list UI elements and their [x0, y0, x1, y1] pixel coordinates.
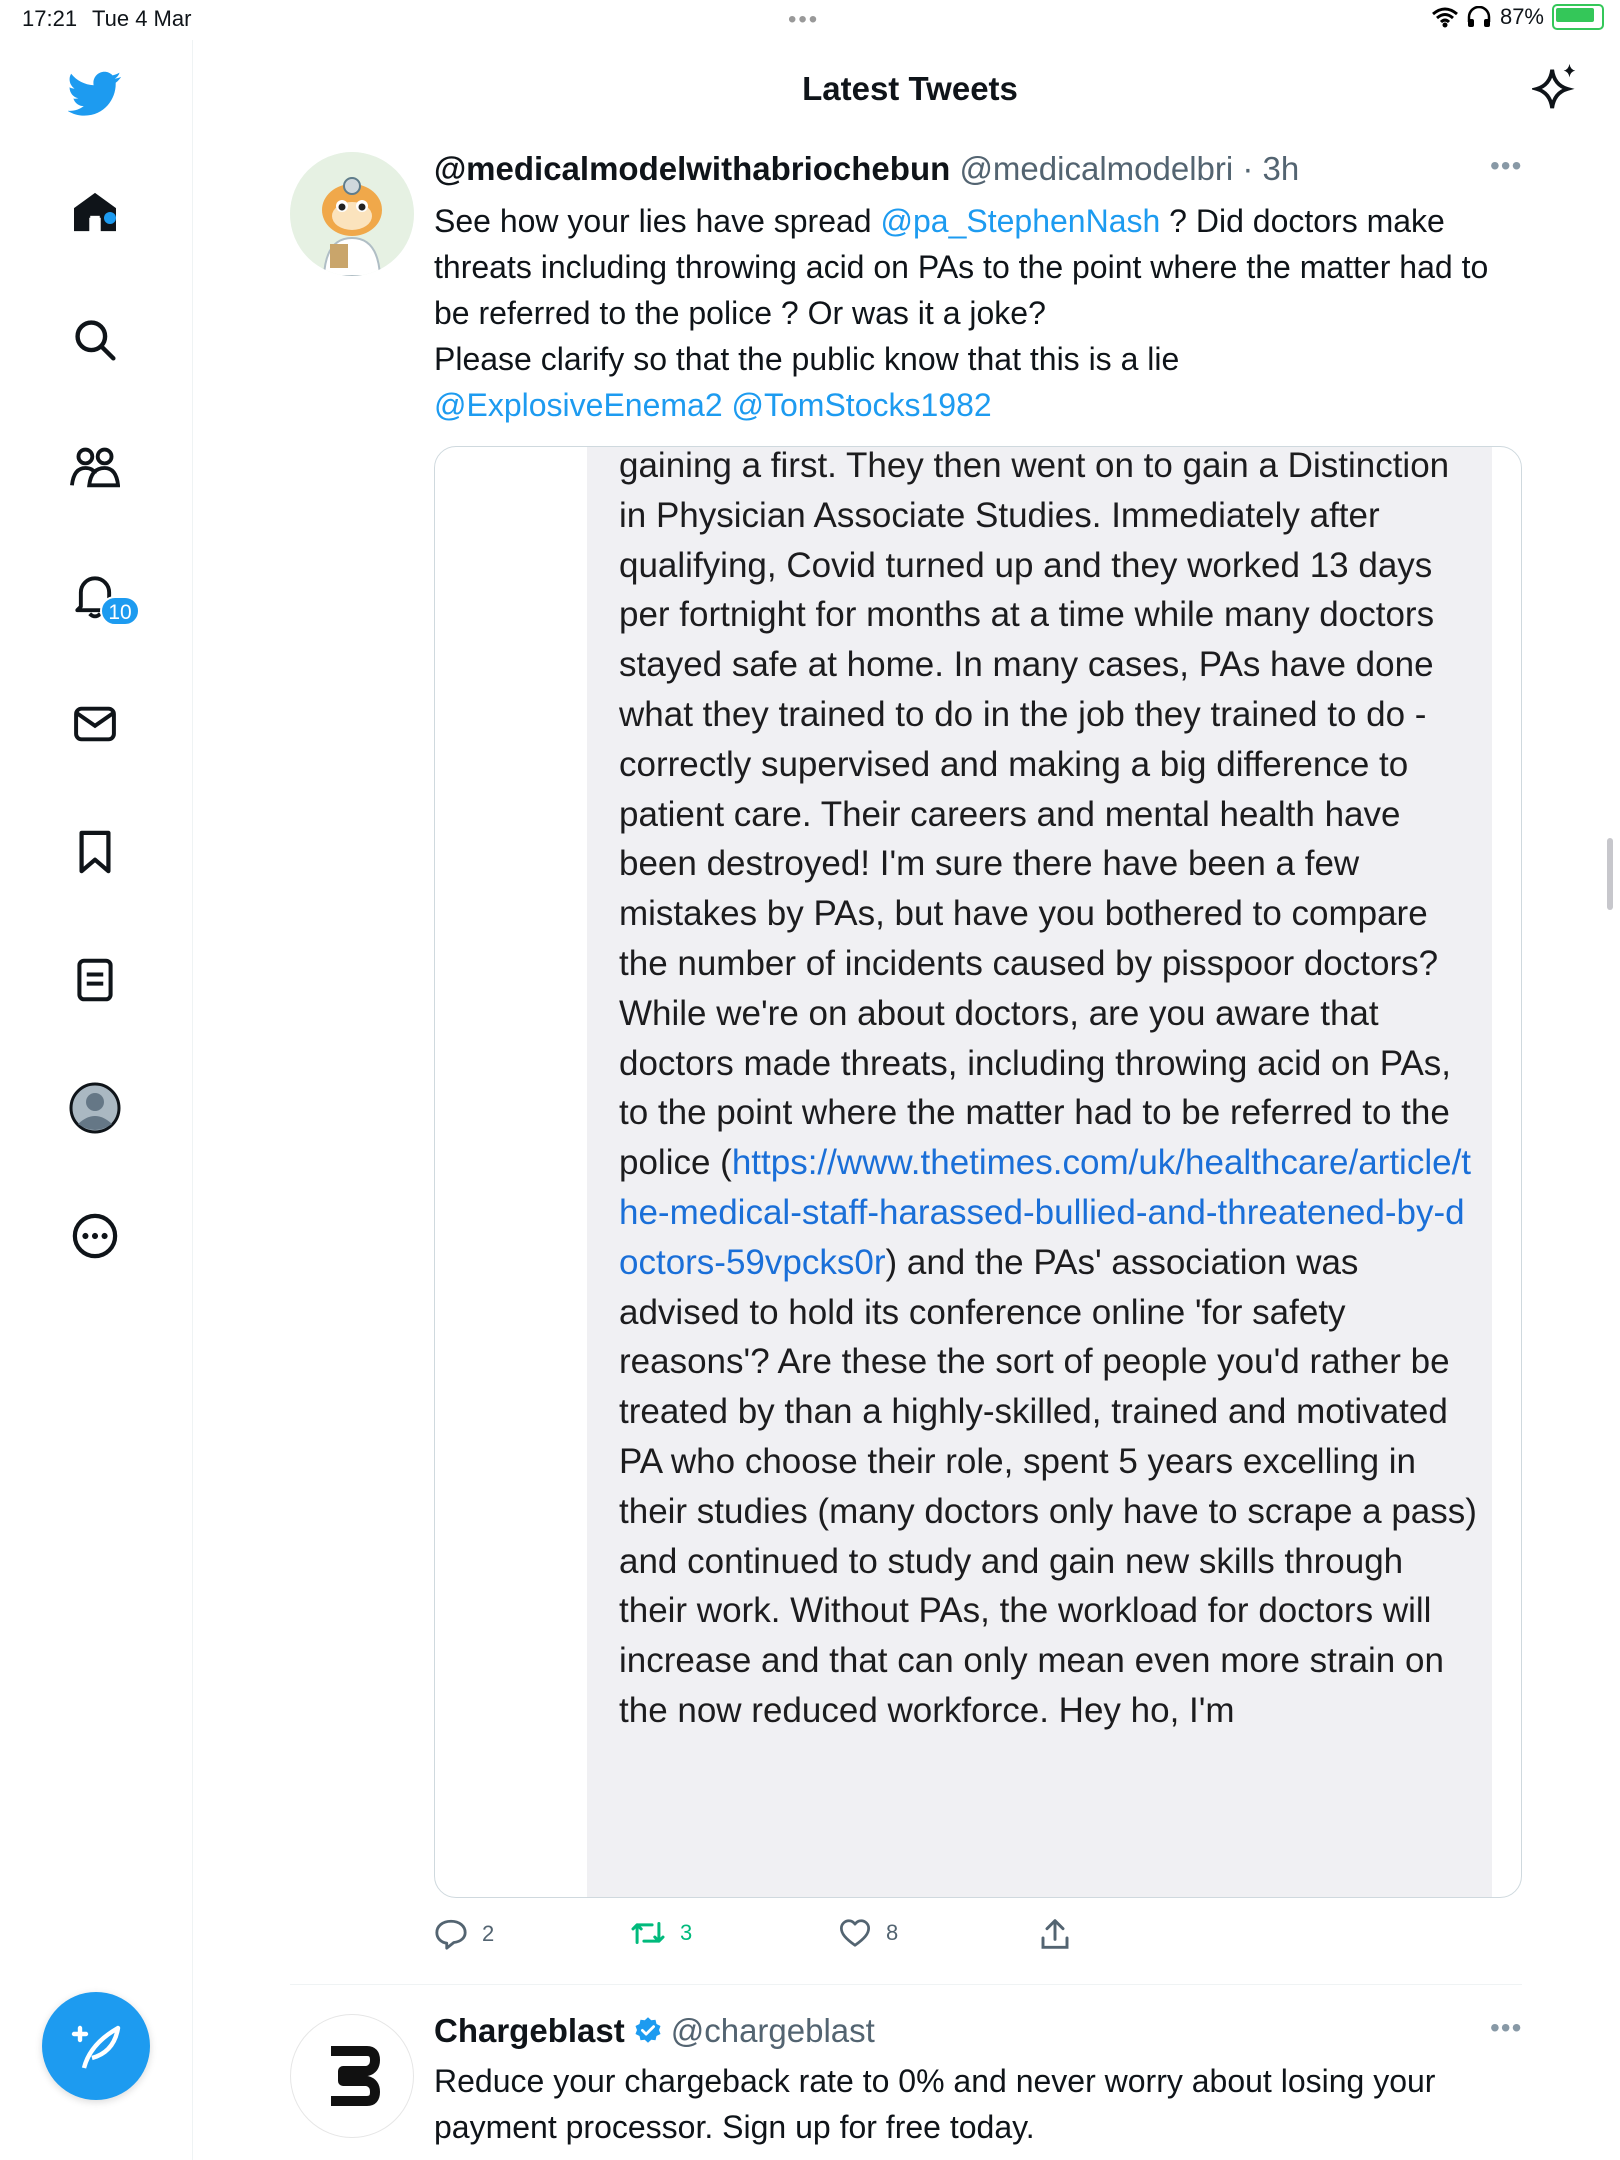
screenshot-link-text: https://www.thetimes.com/uk/healthcare/article/the-medical-staff-harassed-bullied-and-threatened-by-doctors-59vpcks0r — [619, 1143, 1472, 1282]
mention-link[interactable]: @TomStocks1982 — [731, 387, 992, 423]
tweet-author-handle[interactable]: @medicalmodelbri — [959, 150, 1234, 187]
status-bar — [0, 0, 1620, 40]
profile-avatar-icon[interactable] — [63, 1076, 127, 1140]
screenshot-text: gaining a first. They then went on to gain a Distinction in Physician Associate Studies. Immediately after qualifying, Covid turned up and they worked 13 days per fortnight for months at a time while many doctors stayed safe at home. In many cases, PAs have done what they trained to do in the job they trained to do - correctly supervised and making a big difference to patient care. Their careers and mental health have been destroyed! I'm sure there have been a few mistakes by PAs, but have you bothered to compare the number of incidents caused by pisspoor doctors? While we're on about doctors, are you aware that doctors made threats, including throwing acid on PAs, to the point where the matter had to be referred to the police (https://www.thetimes.com/uk/healthcare/article/the-medical-staff-harassed-bullied-and-threatened-by-doctors-59vpcks0r) and the PAs' association was advised to hold its conference online 'for safety reasons'? Are these the sort of people you'd rather be treated by than a highly-skilled, trained and motivated PA who choose their role, spent 5 years excelling in their studies (many doctors only have to scrape a pass) and continued to study and gain new skills through their work. Without PAs, the workload for doctors will increase and that can only mean even more strain on the now reduced workforce. Hey ho, I'm — [619, 446, 1477, 1730]
tweet-author-name[interactable]: @medicalmodelwithabriochebun — [434, 150, 951, 187]
retweet-count: 3 — [680, 1920, 693, 1945]
tweet-header — [434, 2012, 875, 2050]
twitter-logo-icon[interactable] — [63, 62, 127, 126]
verified-badge-icon — [633, 2016, 663, 2046]
home-icon[interactable] — [63, 180, 127, 244]
status-date: Tue 4 Mar — [92, 6, 192, 31]
search-icon[interactable] — [63, 308, 127, 372]
battery-percent: 87% — [1499, 4, 1544, 29]
compose-feather-icon — [70, 2020, 122, 2072]
tweet-text: Reduce your chargeback rate to 0% and never worry about losing your payment processor. Sign up for free today. — [434, 2063, 1436, 2145]
lists-icon[interactable] — [63, 948, 127, 1012]
heart-icon — [838, 1918, 872, 1948]
tweet-more-icon[interactable]: ••• — [1490, 150, 1523, 181]
scrollbar[interactable] — [1607, 838, 1613, 910]
status-indicators — [1432, 4, 1604, 30]
chargeblast-avatar[interactable] — [290, 2014, 414, 2138]
retweet-button[interactable] — [630, 1918, 692, 1948]
tweet-author-handle[interactable]: @chargeblast — [670, 2012, 875, 2049]
reply-button[interactable] — [434, 1918, 494, 1950]
more-options-icon[interactable] — [63, 1204, 127, 1268]
mention-link[interactable]: @pa_StephenNash — [880, 203, 1161, 239]
like-count: 8 — [886, 1920, 899, 1945]
home-unread-dot — [104, 212, 116, 224]
notifications-badge: 10 — [100, 596, 140, 626]
wifi-icon — [1432, 6, 1458, 28]
tweet-media-image[interactable] — [434, 446, 1522, 1898]
share-button[interactable] — [1040, 1918, 1070, 1950]
tweet-author-name[interactable]: Chargeblast — [434, 2012, 625, 2049]
communities-icon[interactable] — [63, 436, 127, 500]
reply-icon — [434, 1918, 468, 1950]
sidebar — [0, 40, 193, 2160]
tweet-text: See how your lies have spread @pa_StephenNash ? Did doctors make threats including throwing acid on PAs to the point where the matter had to be referred to the police ? Or was it a joke? Please clarify so that the public know that this is a lie @ExplosiveEnema2 @TomStocks1982 — [434, 203, 1489, 423]
share-icon — [1040, 1918, 1070, 1950]
tweet-author-avatar[interactable] — [290, 152, 414, 276]
messages-icon[interactable] — [63, 692, 127, 756]
sparkle-icon[interactable] — [1532, 62, 1580, 117]
page-title: Latest Tweets — [802, 70, 1018, 107]
tweet-timestamp[interactable]: · 3h — [1242, 150, 1300, 187]
battery-icon — [1552, 4, 1604, 30]
headphones-icon — [1466, 6, 1492, 28]
screenshot-image — [587, 447, 1492, 1897]
retweet-icon — [630, 1918, 666, 1948]
mention-link[interactable]: @ExplosiveEnema2 — [434, 387, 723, 423]
reply-count: 2 — [482, 1921, 495, 1946]
tweet-more-icon[interactable]: ••• — [1490, 2012, 1523, 2043]
tweet-header — [434, 150, 1299, 188]
bookmarks-icon[interactable] — [63, 820, 127, 884]
tweet-actions — [434, 1918, 1134, 1958]
status-time: 17:21 — [22, 6, 78, 31]
tweet-divider — [290, 1984, 1522, 1985]
compose-tweet-button[interactable] — [42, 1992, 150, 2100]
chargeblast-logo-icon — [323, 2043, 381, 2109]
cartoon-doctor-avatar-icon — [290, 152, 414, 276]
multitasking-dots-icon[interactable]: ••• — [788, 6, 820, 33]
like-button[interactable] — [838, 1918, 898, 1948]
